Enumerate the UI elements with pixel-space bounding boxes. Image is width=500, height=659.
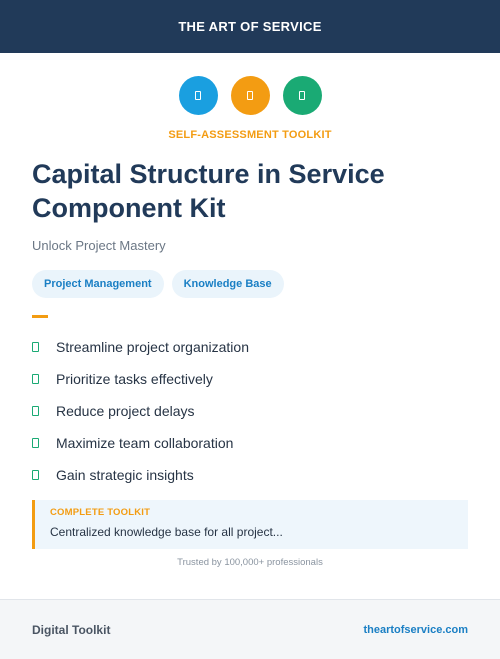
- footer-label: Digital Toolkit: [32, 622, 111, 637]
- page-title: [32, 157, 472, 225]
- check-icon: [32, 438, 39, 448]
- website-link[interactable]: theartofservice.com: [363, 623, 468, 636]
- callout-text: Centralized knowledge base for all project...: [50, 525, 283, 539]
- benefit-item: [32, 395, 249, 427]
- benefit-text: Prioritize tasks effectively: [56, 371, 213, 387]
- benefit-item: [32, 331, 249, 363]
- doc-glyph-icon: [299, 91, 305, 100]
- title-line-2: Component Kit: [32, 193, 226, 223]
- icon-row: [0, 76, 500, 115]
- benefit-text: Reduce project delays: [56, 403, 195, 419]
- footer-bar: [0, 599, 500, 659]
- title-line-1: Capital Structure in Service: [32, 159, 385, 189]
- benefit-list: [32, 331, 249, 491]
- trust-note: Trusted by 100,000+ professionals: [177, 557, 323, 568]
- callout-label: COMPLETE TOOLKIT: [50, 507, 151, 518]
- eyebrow-label: SELF-ASSESSMENT TOOLKIT: [168, 129, 332, 141]
- tag-project-management: Project Management: [32, 270, 164, 298]
- check-icon: [32, 406, 39, 416]
- tag-list: [32, 270, 284, 298]
- green-badge-icon: [283, 76, 322, 115]
- benefit-item: [32, 459, 249, 491]
- benefit-text: Gain strategic insights: [56, 467, 194, 483]
- subtitle: Unlock Project Mastery: [32, 238, 166, 253]
- accent-divider: [32, 315, 48, 318]
- benefit-item: [32, 363, 249, 395]
- check-icon: [32, 374, 39, 384]
- benefit-text: Streamline project organization: [56, 339, 249, 355]
- top-header-bar: [0, 0, 500, 53]
- check-icon: [32, 342, 39, 352]
- benefit-item: [32, 427, 249, 459]
- blue-badge-icon: [179, 76, 218, 115]
- doc-glyph-icon: [195, 91, 201, 100]
- brand-title: THE ART OF SERVICE: [178, 19, 322, 34]
- orange-badge-icon: [231, 76, 270, 115]
- check-icon: [32, 470, 39, 480]
- tag-knowledge-base: Knowledge Base: [172, 270, 284, 298]
- doc-glyph-icon: [247, 91, 253, 100]
- benefit-text: Maximize team collaboration: [56, 435, 234, 451]
- toolkit-callout: [32, 500, 468, 549]
